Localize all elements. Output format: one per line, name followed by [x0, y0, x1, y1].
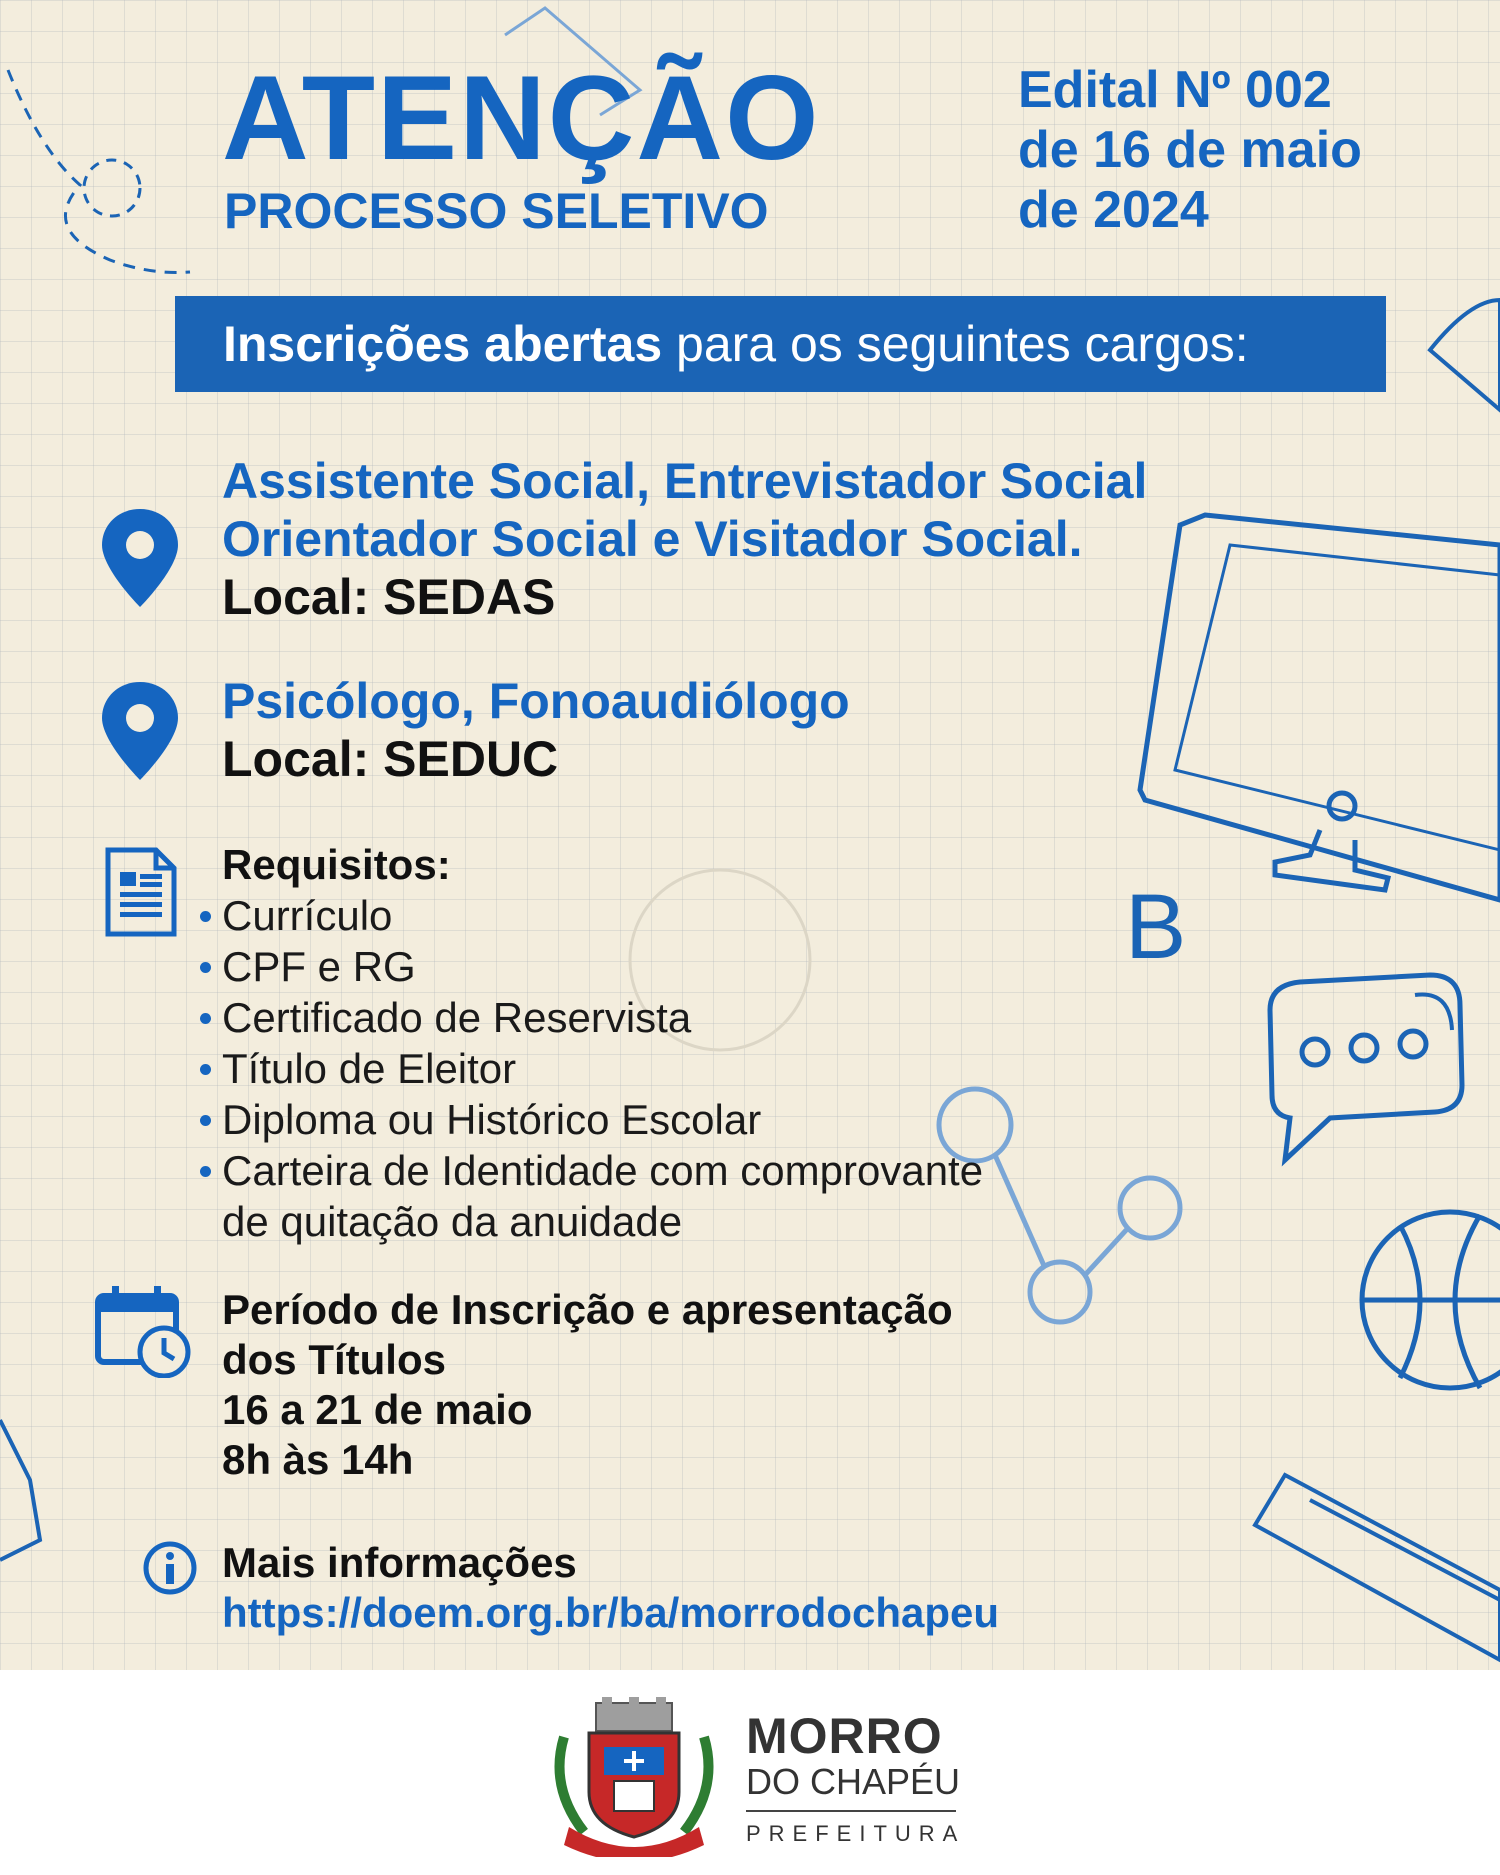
info-heading: Mais informações — [222, 1539, 577, 1586]
period-hours: 8h às 14h — [222, 1436, 414, 1483]
list-item-text: Carteira de Identidade com comprovante — [222, 1147, 984, 1194]
list-item — [222, 992, 983, 1043]
pencil-decoration — [0, 1420, 40, 1560]
edital-line: Edital Nº 002 — [1018, 61, 1332, 119]
location-pin-icon — [100, 680, 180, 782]
job-title-line: Orientador Social e Visitador Social. — [222, 511, 1083, 567]
list-item-text: CPF e RG — [222, 943, 416, 990]
brand-name: MORRO — [746, 1708, 943, 1764]
list-item — [222, 890, 983, 941]
requirements-block — [222, 840, 983, 1247]
list-item-text: Título de Eleitor — [222, 1045, 517, 1092]
job-block-seduc — [222, 672, 850, 788]
bullet-icon — [200, 1064, 211, 1075]
location-pin-icon — [100, 507, 180, 609]
requirements-heading: Requisitos: — [222, 841, 451, 888]
brand-name-line2: DO CHAPÉU — [746, 1761, 961, 1802]
dashed-loop-decoration — [84, 160, 140, 216]
period-heading: Período de Inscrição e apresentação — [222, 1286, 953, 1333]
list-item-text: de quitação da anuidade — [222, 1198, 683, 1245]
bullet-icon — [200, 962, 211, 973]
calendar-clock-icon — [94, 1282, 194, 1378]
dashed-path-decoration — [8, 70, 190, 273]
banner-bold-text: Inscrições abertas — [223, 316, 663, 372]
chat-bubble-decoration — [1270, 975, 1462, 1160]
city-crest-logo — [544, 1697, 724, 1857]
job-title-line: Assistente Social, Entrevistador Social — [222, 453, 1148, 509]
page-title: ATENÇÃO — [222, 51, 821, 185]
bullet-icon — [200, 1013, 211, 1024]
period-block — [222, 1285, 953, 1485]
edital-date-line: de 16 de maio — [1018, 121, 1362, 179]
info-link[interactable]: https://doem.org.br/ba/morrodochapeu — [222, 1589, 1000, 1636]
banner-text: para os seguintes cargos: — [662, 316, 1249, 372]
brand-wordmark — [746, 1710, 965, 1846]
period-dates: 16 a 21 de maio — [222, 1386, 533, 1433]
page-subtitle: PROCESSO SELETIVO — [224, 183, 769, 239]
job-location: Local: SEDUC — [222, 731, 559, 787]
monitor-decoration — [1140, 515, 1500, 900]
list-item — [222, 1094, 983, 1145]
brand-subtitle: PREFEITURA — [746, 1821, 966, 1846]
ball-decoration — [1362, 1212, 1500, 1388]
footer — [0, 1670, 1500, 1875]
bullet-icon — [200, 911, 211, 922]
list-item — [222, 1145, 983, 1196]
bullet-icon — [200, 1115, 211, 1126]
letter-b-decoration: B — [1125, 876, 1187, 978]
period-heading-cont: dos Títulos — [222, 1336, 446, 1383]
list-item-continuation — [222, 1196, 983, 1247]
requirements-list — [222, 890, 983, 1247]
bullet-icon — [200, 1166, 211, 1177]
job-location: Local: SEDAS — [222, 569, 556, 625]
info-icon — [142, 1540, 198, 1596]
protractor-decoration — [1430, 300, 1500, 410]
list-item — [222, 941, 983, 992]
registrations-banner — [175, 296, 1386, 392]
edital-info — [1018, 60, 1362, 240]
list-item-text: Diploma ou Histórico Escolar — [222, 1096, 762, 1143]
ruler-decoration — [1255, 1475, 1500, 1660]
list-item — [222, 1043, 983, 1094]
edital-year-line: de 2024 — [1018, 181, 1209, 239]
job-block-sedas — [222, 452, 1147, 626]
job-title-line: Psicólogo, Fonoaudiólogo — [222, 673, 850, 729]
list-item-text: Currículo — [222, 892, 393, 939]
info-block — [222, 1538, 999, 1638]
list-item-text: Certificado de Reservista — [222, 994, 692, 1041]
document-icon — [104, 846, 178, 938]
brand-divider — [746, 1810, 956, 1812]
